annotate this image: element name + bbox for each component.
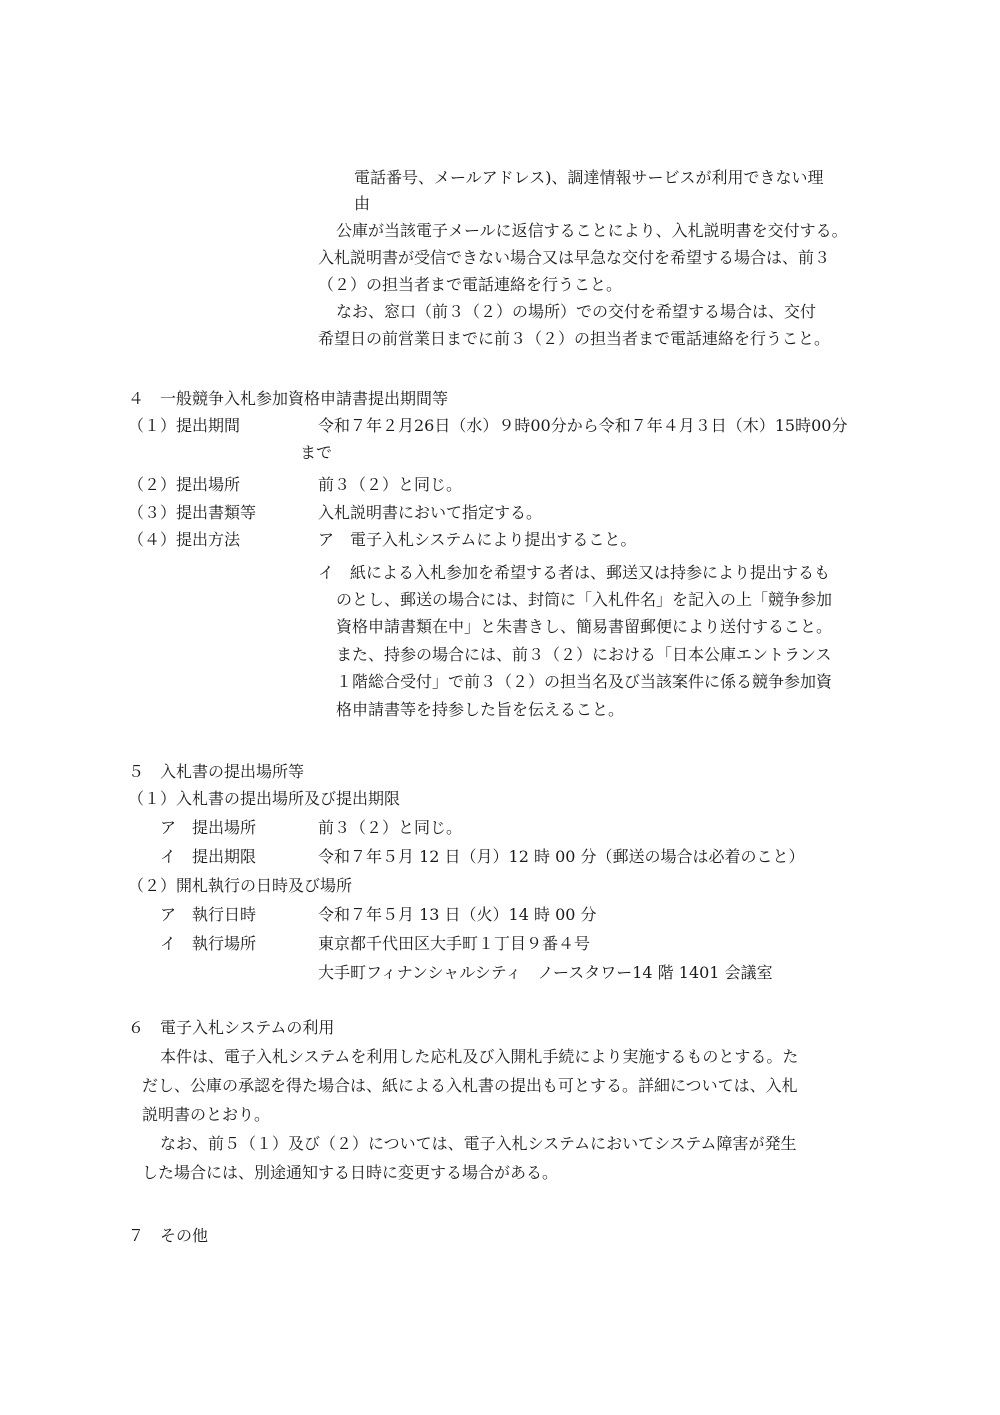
continuation-line-2: 由: [354, 194, 371, 213]
section-4-item-4-b-line-2: のとし、郵送の場合には、封筒に「入札件名」を記入の上「競争参加: [336, 590, 833, 609]
section-5-a-label: ア 提出場所: [160, 818, 257, 837]
section-5-sub-2: （２）開札執行の日時及び場所: [128, 876, 353, 895]
section-5-b-label: イ 提出期限: [160, 847, 257, 866]
continuation-line-6: なお、窓口（前３（２）の場所）での交付を希望する場合は、交付: [336, 302, 817, 321]
section-6-p1-line-1: 本件は、電子入札システムを利用した応札及び入開札手続により実施するものとする。た: [160, 1047, 799, 1066]
section-4-heading: ４ 一般競争入札参加資格申請書提出期間等: [128, 389, 449, 408]
section-4-item-1-text: 令和７年２月26日（水）９時00分から令和７年４月３日（木）15時00分: [318, 416, 848, 435]
section-5-d-label: イ 執行場所: [160, 934, 257, 953]
continuation-line-5: （２）の担当者まで電話連絡を行うこと。: [318, 275, 623, 294]
section-5-c-label: ア 執行日時: [160, 905, 257, 924]
section-4-item-2-label: （２）提出場所: [128, 475, 241, 494]
section-4-item-1-label: （１）提出期間: [128, 416, 241, 435]
section-4-item-1-text-cont: まで: [300, 443, 333, 462]
section-6-p2-line-1: なお、前５（１）及び（２）については、電子入札システムにおいてシステム障害が発生: [160, 1134, 797, 1153]
continuation-line-3: 公庫が当該電子メールに返信することにより、入札説明書を交付する。: [336, 221, 848, 240]
section-4-item-4-b-line-5: １階総合受付」で前３（２）の担当名及び当該案件に係る競争参加資: [336, 672, 833, 691]
section-5-b-text: 令和７年５月 12 日（月）12 時 00 分（郵送の場合は必着のこと）: [318, 847, 805, 866]
section-5-c-text: 令和７年５月 13 日（火）14 時 00 分: [318, 905, 597, 924]
section-4-item-4-b-line-4: また、持参の場合には、前３（２）における「日本公庫エントランス: [336, 645, 832, 664]
section-6-p1-line-3: 説明書のとおり。: [142, 1105, 271, 1124]
continuation-line-1: 電話番号、メールアドレス)、調達情報サービスが利用できない理: [354, 168, 824, 187]
section-7-heading: ７ その他: [128, 1226, 209, 1245]
section-5-sub-1: （１）入札書の提出場所及び提出期限: [128, 789, 401, 808]
continuation-line-4: 入札説明書が受信できない場合又は早急な交付を希望する場合は、前３: [318, 248, 831, 267]
continuation-line-7: 希望日の前営業日までに前３（２）の担当者まで電話連絡を行うこと。: [318, 329, 831, 348]
section-4-item-4-label: （４）提出方法: [128, 530, 241, 549]
section-4-item-3-text: 入札説明書において指定する。: [318, 503, 543, 522]
section-6-p2-line-2: した場合には、別途通知する日時に変更する場合がある。: [142, 1163, 559, 1182]
section-6-heading: ６ 電子入札システムの利用: [128, 1018, 335, 1037]
section-4-item-2-text: 前３（２）と同じ。: [318, 475, 463, 494]
section-4-item-4-b-line-6: 格申請書等を持参した旨を伝えること。: [336, 700, 625, 719]
section-6-p1-line-2: だし、公庫の承認を得た場合は、紙による入札書の提出も可とする。詳細については、入札: [142, 1076, 798, 1095]
section-5-d-text-2: 大手町フィナンシャルシティ ノースタワー14 階 1401 会議室: [318, 963, 773, 982]
section-4-item-4-b-line-3: 資格申請書類在中」と朱書きし、簡易書留郵便により送付すること。: [336, 617, 833, 636]
section-5-heading: ５ 入札書の提出場所等: [128, 762, 305, 781]
section-5-a-text: 前３（２）と同じ。: [318, 818, 463, 837]
section-5-d-text-1: 東京都千代田区大手町１丁目９番４号: [318, 934, 591, 953]
section-4-item-4-a: ア 電子入札システムにより提出すること。: [318, 530, 637, 549]
section-4-item-3-label: （３）提出書類等: [128, 503, 257, 522]
section-4-item-4-b-line-1: イ 紙による入札参加を希望する者は、郵送又は持参により提出するも: [318, 563, 831, 582]
